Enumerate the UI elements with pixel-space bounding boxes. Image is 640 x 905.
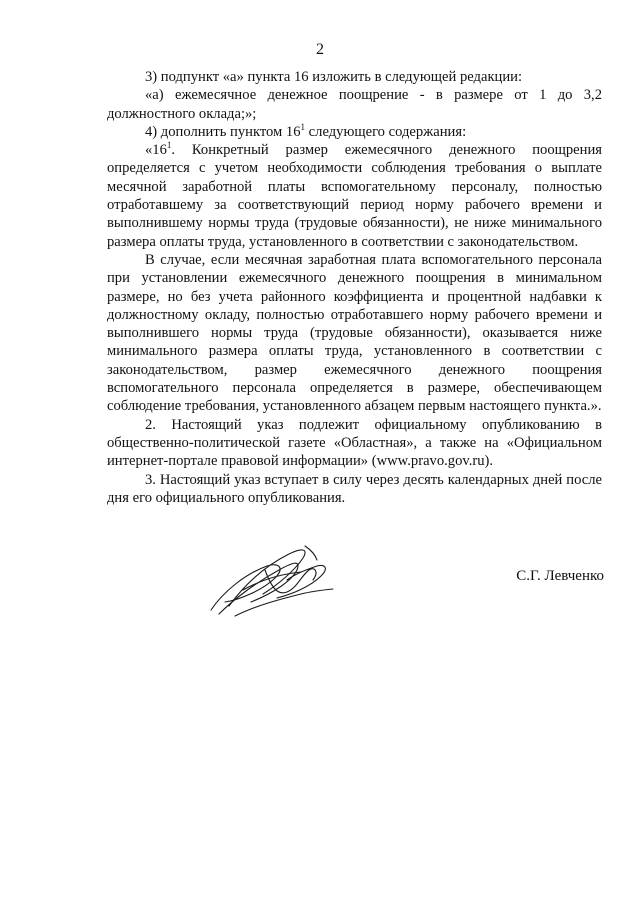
signature-image <box>205 540 340 620</box>
document-body <box>107 68 602 507</box>
paragraph-publication: 2. Настоящий указ подлежит официальному опубликованию в общественно-политической газете «Областная», а также на «Официальном интернет-портале правовой информации» (www.pravo.gov.ru). <box>107 416 602 470</box>
paragraph-point-16-1 <box>107 141 602 251</box>
text-fragment: «16 <box>145 142 167 159</box>
superscript: 1 <box>166 140 172 151</box>
page-number: 2 <box>316 41 324 58</box>
signatory-name: С.Г. Левченко <box>516 568 604 584</box>
text-fragment: следующего содержания: <box>305 123 467 140</box>
superscript: 1 <box>300 122 306 133</box>
paragraph-effective-date: 3. Настоящий указ вступает в силу через десять календарных дней после дня его официального опубликования. <box>107 471 602 506</box>
paragraph-salary-case: В случае, если месячная заработная плата вспомогательного персонала при установлении ежемесячного денежного поощрения в минимальном размере, но без учета районного коэффициента и процентной надбавки к должностному окладу, полностью отработавшего норму рабочего времени и выполнившего нормы труда (трудовые обязанности), оказывается ниже минимального размера оплаты труда, установленного в соответствии с законодательством, размер ежемесячного денежного поощрения вспомогательного персонала определяется в размере, обеспечивающем соблюдение требования, установленного абзацем первым настоящего пункта.». <box>107 251 602 415</box>
paragraph-monthly-bonus: «а) ежемесячное денежное поощрение - в размере от 1 до 3,2 должностного оклада;»; <box>107 87 602 122</box>
text-fragment: . Конкретный размер ежемесячного денежного поощрения определяется с учетом необходимости соблюдения требования о выплате месячной заработной платы вспомогательному персоналу, полностью отработавшему за соответствующий период норму рабочего времени и выполнившему нормы труда (трудовые обязанности), не ниже минимального размера оплаты труда, установленного в соответствии с законодательством. <box>107 142 602 250</box>
paragraph-subpoint-a: 3) подпункт «а» пункта 16 изложить в следующей редакции: <box>145 69 523 85</box>
text-fragment: 4) дополнить пунктом 16 <box>145 123 301 140</box>
paragraph-add-point <box>107 123 602 141</box>
